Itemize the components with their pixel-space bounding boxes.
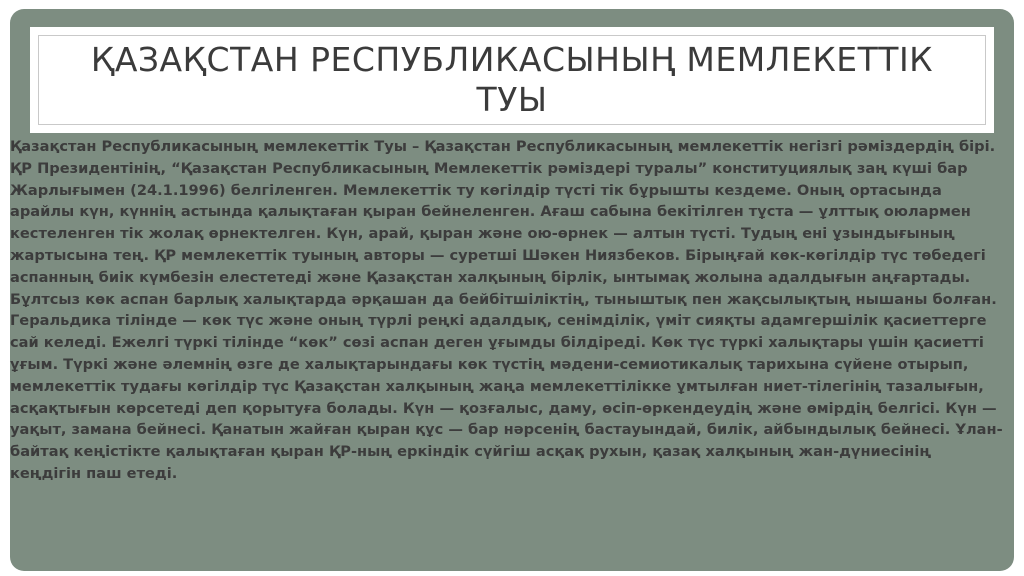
slide xyxy=(10,9,1014,571)
title-box xyxy=(30,27,994,133)
slide-body-text: Қазақстан Республикасының мемлекеттік Туы – Қазақстан Республикасының мемлекеттік негізгі рәміздердің бірі. ҚР Президентінің, “Қазақстан Республикасының Мемлекеттік рәміздері туралы” конституциялық заң күші бар Жарлығымен (24.1.1996) белгіленген. Мемлекеттік ту көгілдір түсті тік бұрышты кездеме. Оның ортасында арайлы күн, күннің астында қалықтаған қыран бейнеленген. Ағаш сабына бекітілген тұста — ұлттық оюлармен кестеленген тік жолақ өрнектелген. Күн, арай, қыран және ою-өрнек — алтын түсті. Тудың ені ұзындығының жартысына тең. ҚР мемлекеттік туының авторы — суретші Шәкен Ниязбеков. Бірыңғай көк-көгілдір түс төбедегі аспанның биік күмбезін елестетеді және Қазақстан халқының бірлік, ынтымақ жолына адалдығын аңғартады. Бұлтсыз көк аспан барлық халықтарда әрқашан да бейбітшіліктің, тыныштық пен жақсылықтың нышаны болған. Геральдика тілінде — көк түс және оның түрлі реңкі адалдық, сенімділік, үміт сияқты адамгершілік қасиеттерге сай келеді. Ежелгі түркі тілінде “көк” сөзі аспан деген ұғымды білдіреді. Көк түс түркі халықтары үшін қасиетті ұғым. Түркі және әлемнің өзге де халықтарындағы көк түстің мәдени-семиотикалық тарихына сүйене отырып, мемлекеттік тудағы көгілдір түс Қазақстан халқының жаңа мемлекеттілікке ұмтылған ниет-тілегінің тазалығын, асқақтығын көрсетеді деп қорытуға болады. Күн — қозғалыс, даму, өсіп-өркендеудің және өмірдің белгісі. Күн — уақыт, замана бейнесі. Қанатын жайған қыран құс — бар нәрсенің бастауындай, билік, айбындылық бейнесі. Ұлан-байтақ кеңістікте қалықтаған қыран ҚР-ның еркіндік сүйгіш асқақ рухын, қазақ халқының жан-дүниесінің кеңдігін паш етеді. xyxy=(10,138,1003,482)
slide-title: ҚАЗАҚСТАН РЕСПУБЛИКАСЫНЫҢ МЕМЛЕКЕТТІК ТУЫ xyxy=(90,40,934,119)
